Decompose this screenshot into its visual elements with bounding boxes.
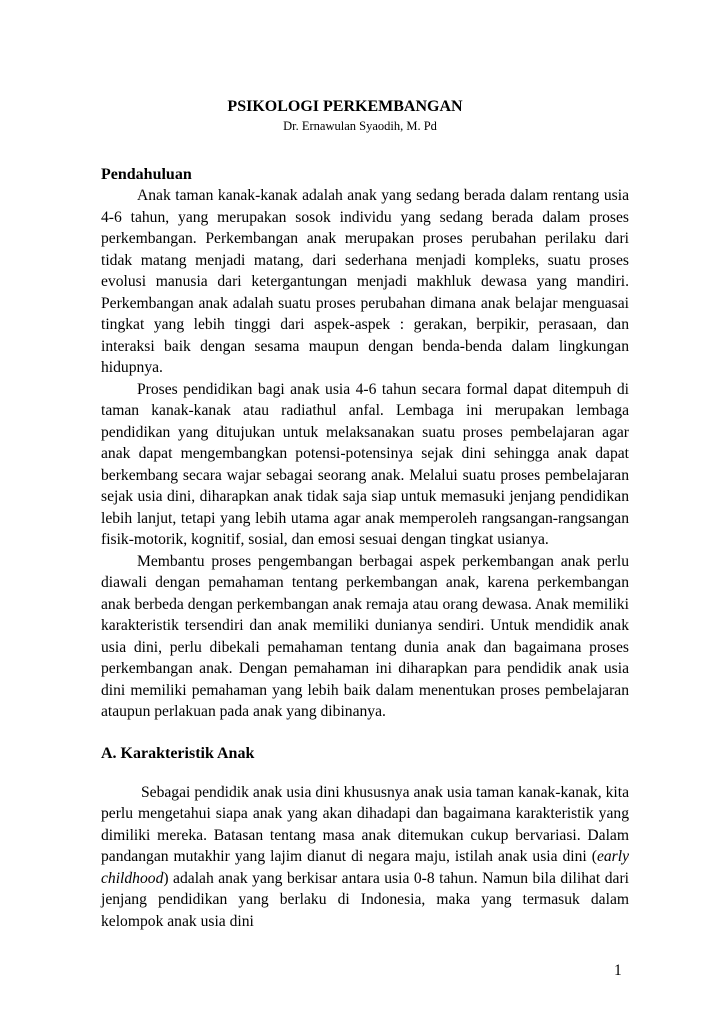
paragraph: Anak taman kanak-kanak adalah anak yang sedang berada dalam rentang usia 4-6 tahun, yang merupakan sosok individu yang sedang berada dalam proses perkembangan. Perkembangan anak merupakan proses perubahan perilaku dari tidak matang menjadi matang, dari sederhana menjadi kompleks, suatu proses evolusi manusia dari ketergantungan menjadi makhluk dewasa yang mandiri. Perkembangan anak adalah suatu proses perubahan dimana anak belajar menguasai tingkat yang lebih tinggi dari aspek-aspek : gerakan, berpikir, perasaan, dan interaksi baik dengan sesama maupun dengan benda-benda dalam lingkungan hidupnya. — [101, 187, 629, 376]
paragraph: Membantu proses pengembangan berbagai aspek perkembangan anak perlu diawali dengan pemahaman tentang perkembangan anak, karena perkembangan anak berbeda dengan perkembangan anak remaja atau orang dewasa. Anak memiliki karakteristik tersendiri dan anak memiliki dunianya sendiri. Untuk mendidik anak usia dini, perlu dibekali pemahaman tentang dunia anak dan bagaimana proses perkembangan anak. Dengan pemahaman ini diharapkan para pendidik anak usia dini memiliki pemahaman yang lebih baik dalam menentukan proses pembelajaran ataupun perlakuan pada anak yang dibinanya. — [101, 552, 629, 720]
paragraph: Proses pendidikan bagi anak usia 4-6 tahun secara formal dapat ditempuh di taman kanak-kanak atau radiathul anfal. Lembaga ini merupakan lembaga pendidikan yang ditujukan untuk melaksanakan suatu proses pembelajaran agar anak dapat mengembangkan potensi-potensinya sejak dini sehingga anak dapat berkembang secara wajar sebagai seorang anak. Melalui suatu proses pembelajaran sejak usia dini, diharapkan anak tidak saja siap untuk memasuki jenjang pendidikan lebih lanjut, tetapi yang lebih utama agar anak memperoleh rangsangan-rangsangan fisik-motorik, kognitif, sosial, dan emosi sesuai dengan tingkat usianya. — [101, 380, 629, 548]
section-heading-karakteristik-anak: A. Karakteristik Anak — [101, 744, 255, 762]
page-number: 1 — [614, 962, 622, 979]
document-title: PSIKOLOGI PERKEMBANGAN — [227, 98, 463, 115]
paragraph-text: ) adalah anak yang berkisar antara usia 0-8 tahun. Namun bila dilihat dari jenjang pendidikan yang berlaku di Indonesia, maka yang termasuk dalam kelompok anak usia dini — [101, 869, 629, 930]
paragraph-text: Sebagai pendidik anak usia dini khususnya anak usia taman kanak-kanak, kita perlu mengetahui siapa anak yang akan dihadapi dan bagaimana karakteristik yang dimiliki mereka. Batasan tentang masa anak ditemukan cukup bervariasi. Dalam pandangan mutakhir yang lajim dianut di negara maju, istilah anak usia dini ( — [101, 783, 629, 865]
section-heading-pendahuluan: Pendahuluan — [101, 166, 192, 183]
document-page — [101, 97, 629, 932]
document-author: Dr. Ernawulan Syaodih, M. Pd — [283, 119, 437, 133]
italic-term: early childhood — [101, 848, 629, 887]
paragraph — [101, 782, 629, 933]
